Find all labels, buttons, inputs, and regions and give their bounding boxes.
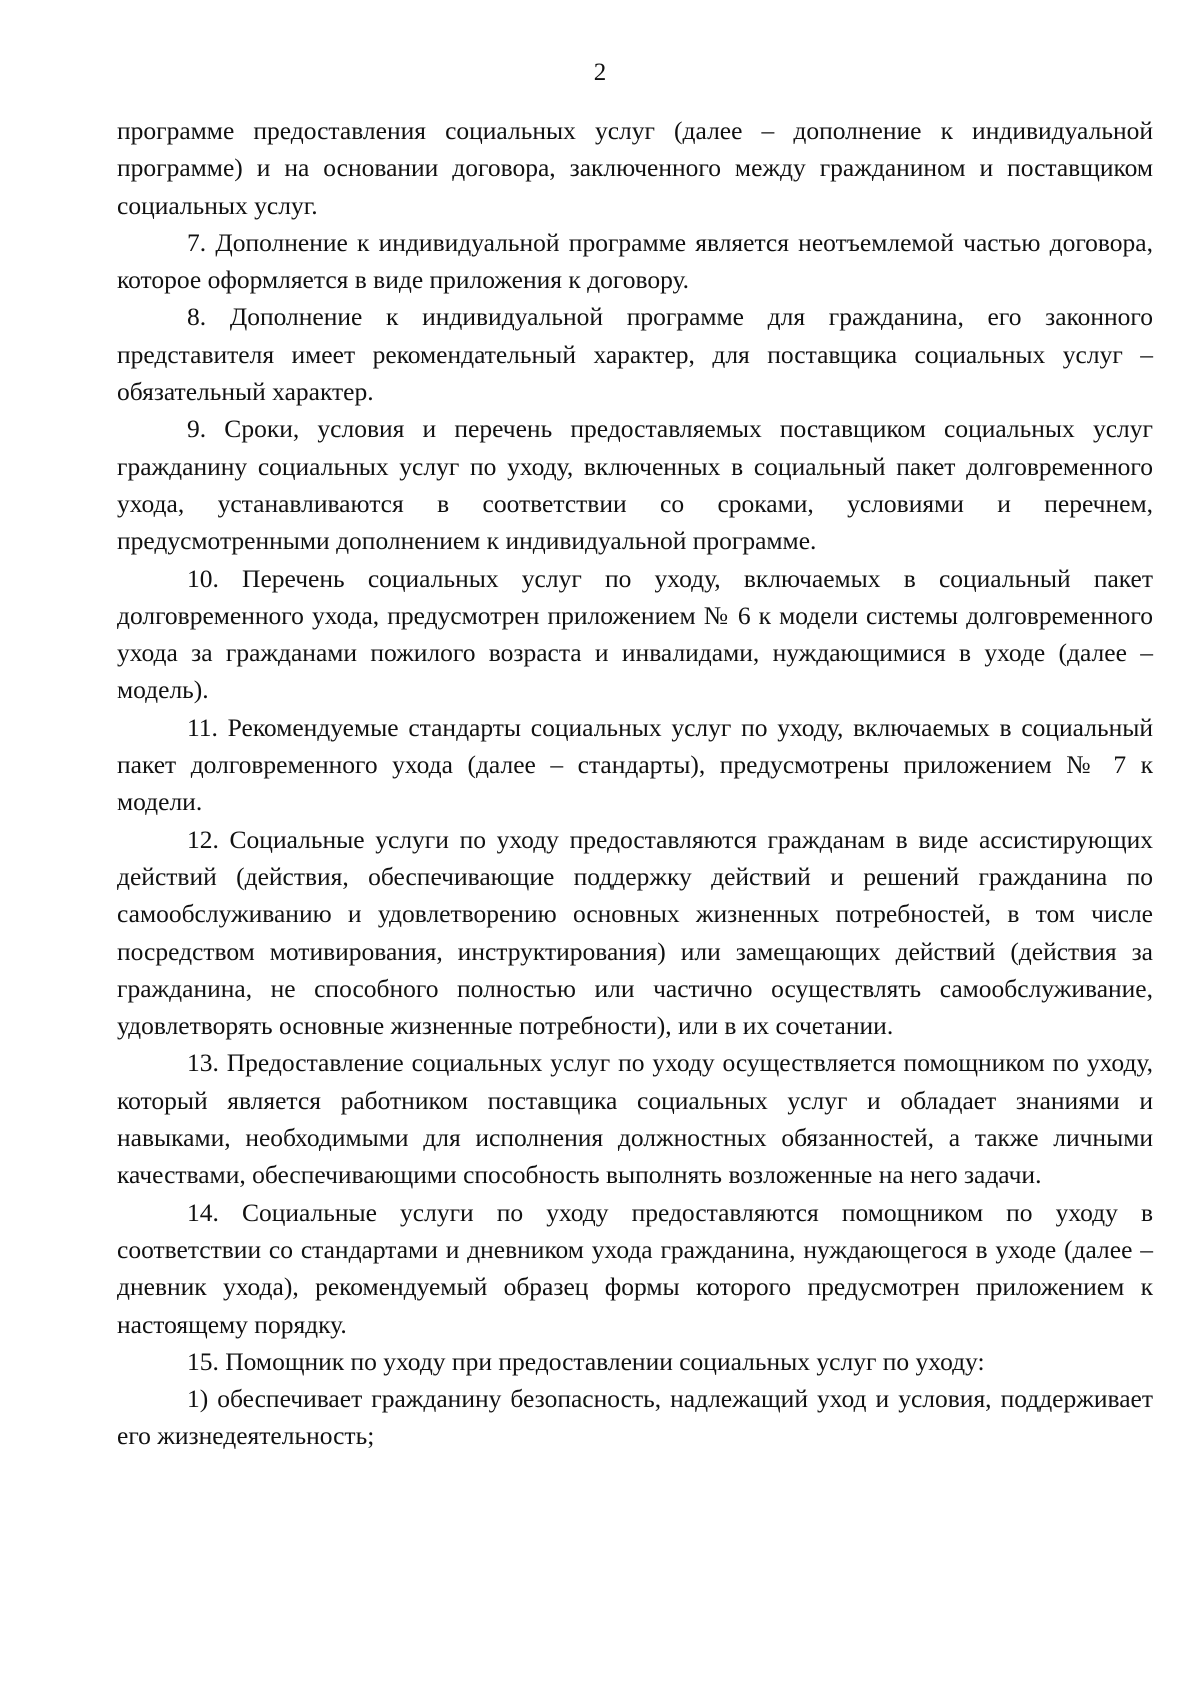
paragraph-intro-continuation: программе предоставления социальных услуг (далее – дополнение к индивидуальной программе) и на основании договора, заключенного между гражданином и поставщиком социальных услуг. bbox=[117, 116, 1153, 220]
paragraph-11: 11. Рекомендуемые стандарты социальных услуг по уходу, включаемых в социальный пакет долговременного ухода (далее – стандарты), предусмотрены приложением № 7 к модели. bbox=[117, 712, 1153, 817]
paragraph-15: 15. Помощник по уходу при предоставлении социальных услуг по уходу: bbox=[187, 1346, 985, 1376]
paragraph-13: 13. Предоставление социальных услуг по уходу осуществляется помощником по уходу, который является работником поставщика социальных услуг и обладает знаниями и навыками, необходимыми для исполнения должностных обязанностей, а также личными качествами, обеспечивающими способность выполнять возложенные на него задачи. bbox=[117, 1048, 1153, 1190]
paragraph-12: 12. Социальные услуги по уходу предоставляются гражданам в виде ассистирующих действий (действия, обеспечивающие поддержку действий и решений гражданина по самообслуживанию и удовлетворению основных жизненных потребностей, в том числе посредством мотивирования, инструктирования) или замещающих действий (действия за гражданина, не способного полностью или частично осуществлять самообслуживание, удовлетворять основные жизненные потребности), или в их сочетании. bbox=[117, 824, 1153, 1041]
paragraph-14: 14. Социальные услуги по уходу предоставляются помощником по уходу в соответствии со стандартами и дневником ухода гражданина, нуждающегося в уходе (далее – дневник ухода), рекомендуемый образец формы которого предусмотрен приложением к настоящему порядку. bbox=[117, 1197, 1153, 1339]
paragraph-10: 10. Перечень социальных услуг по уходу, включаемых в социальный пакет долговременного ухода, предусмотрен приложением № 6 к модели системы долговременного ухода за гражданами пожилого возраста и инвалидами, нуждающимися в уходе (далее – модель). bbox=[117, 563, 1153, 705]
paragraph-8: 8. Дополнение к индивидуальной программе для гражданина, его законного представителя имеет рекомендательный характер, для поставщика социальных услуг – обязательный характер. bbox=[117, 302, 1153, 407]
paragraph-7: 7. Дополнение к индивидуальной программе является неотъемлемой частью договора, которое оформляется в виде приложения к договору. bbox=[117, 227, 1153, 295]
paragraph-15-item-1: 1) обеспечивает гражданину безопасность, надлежащий уход и условия, поддерживает его жизнедеятельность; bbox=[117, 1384, 1153, 1451]
paragraph-9: 9. Сроки, условия и перечень предоставляемых поставщиком социальных услуг гражданину социальных услуг по уходу, включенных в социальный пакет долговременного ухода, устанавливаются в соответствии со сроками, условиями и перечнем, предусмотренными дополнением к индивидуальной программе. bbox=[117, 414, 1153, 556]
page-number: 2 bbox=[593, 59, 607, 86]
document-body bbox=[117, 112, 1153, 1455]
